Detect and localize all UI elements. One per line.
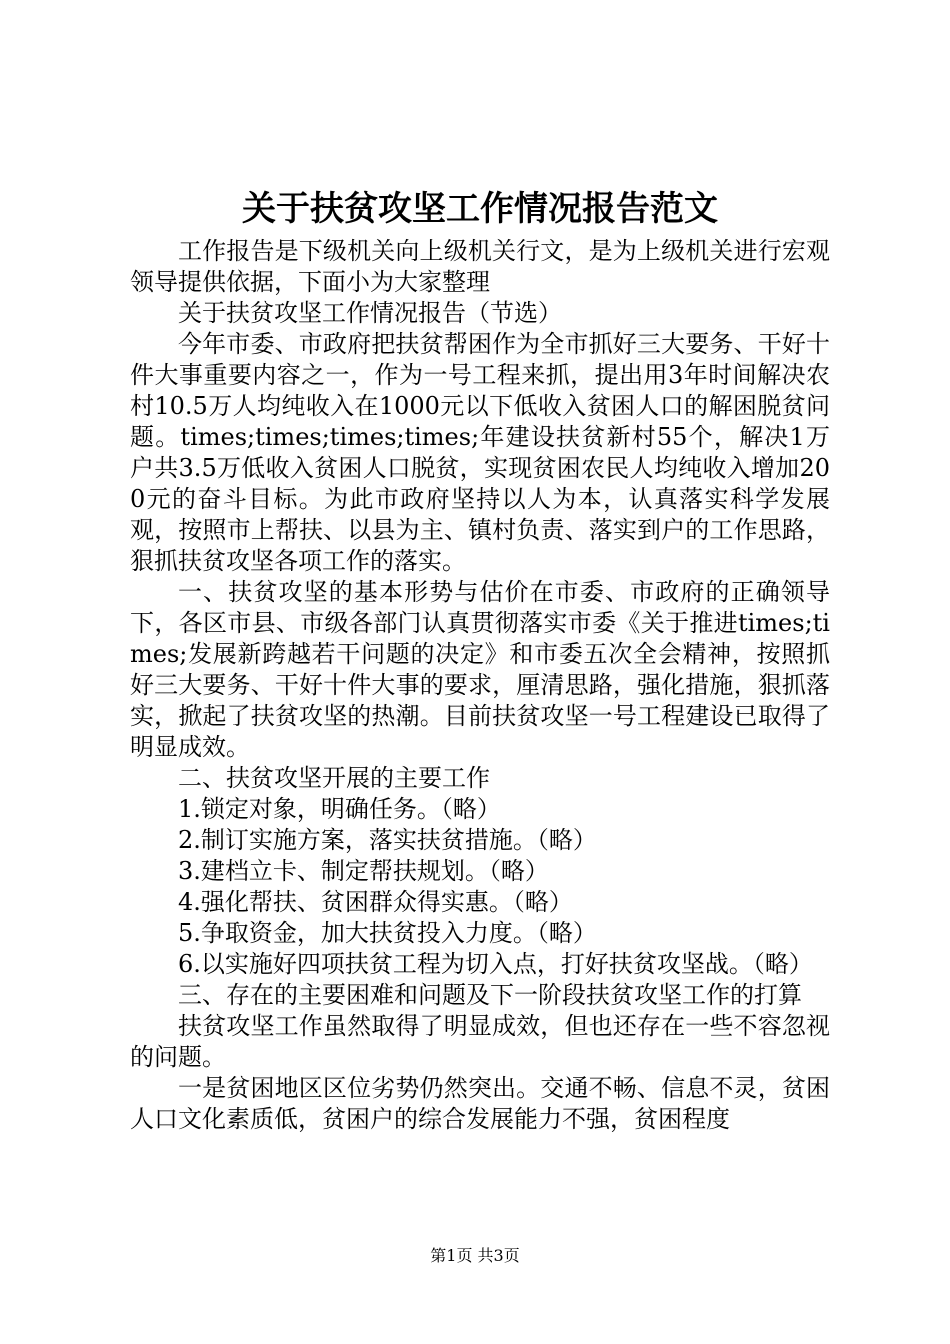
section-two-heading: 二、扶贫攻坚开展的主要工作: [178, 764, 490, 792]
list-item: 2.制订实施方案，落实扶贫措施。（略）: [178, 826, 597, 854]
document-body: [130, 236, 830, 1135]
list-item: 4.强化帮扶、贫困群众得实惠。（略）: [178, 888, 573, 916]
subtitle-paragraph: 关于扶贫攻坚工作情况报告（节选）: [178, 299, 562, 327]
page-number: 第1页 共3页: [430, 1246, 520, 1265]
list-item: 1.锁定对象，明确任务。（略）: [178, 795, 501, 823]
body-paragraph: 今年市委、市政府把扶贫帮困作为全市抓好三大要务、干好十件大事重要内容之一，作为一号工程来抓，提出用3年时间解决农村10.5万人均纯收入在1000元以下低收入贫困人口的解困脱贫问题。times;times;times;times;年建设扶贫新村55个，解决1万户共3.5万低收入贫困人口脱贫，实现贫困农民人均纯收入增加200元的奋斗目标。为此市政府坚持以人为本，认真落实科学发展观，按照市上帮扶、以县为主、镇村负责、落实到户的工作思路，狠抓扶贫攻坚各项工作的落实。: [130, 330, 830, 575]
list-item: 3.建档立卡、制定帮扶规划。（略）: [178, 857, 549, 885]
body-paragraph: 扶贫攻坚工作虽然取得了明显成效，但也还存在一些不容忽视的问题。: [130, 1012, 830, 1071]
document-title: 关于扶贫攻坚工作情况报告范文: [242, 189, 718, 229]
list-item: 5.争取资金，加大扶贫投入力度。（略）: [178, 919, 597, 947]
section-one-paragraph: 一、扶贫攻坚的基本形势与估价在市委、市政府的正确领导下，各区市县、市级各部门认真贯彻落实市委《关于推进times;times;发展新跨越若干问题的决定》和市委五次全会精神，按照抓好三大要务、干好十件大事的要求，厘清思路，强化措施，狠抓落实，掀起了扶贫攻坚的热潮。目前扶贫攻坚一号工程建设已取得了明显成效。: [130, 578, 830, 761]
list-item: 6.以实施好四项扶贫工程为切入点，打好扶贫攻坚战。（略）: [178, 950, 813, 978]
intro-paragraph: 工作报告是下级机关向上级机关行文，是为上级机关进行宏观领导提供依据，下面小为大家整理: [130, 237, 830, 296]
section-three-heading: 三、存在的主要困难和问题及下一阶段扶贫攻坚工作的打算: [178, 981, 802, 1009]
body-paragraph: 一是贫困地区区位劣势仍然突出。交通不畅、信息不灵，贫困人口文化素质低，贫困户的综合发展能力不强，贫困程度: [130, 1074, 830, 1133]
